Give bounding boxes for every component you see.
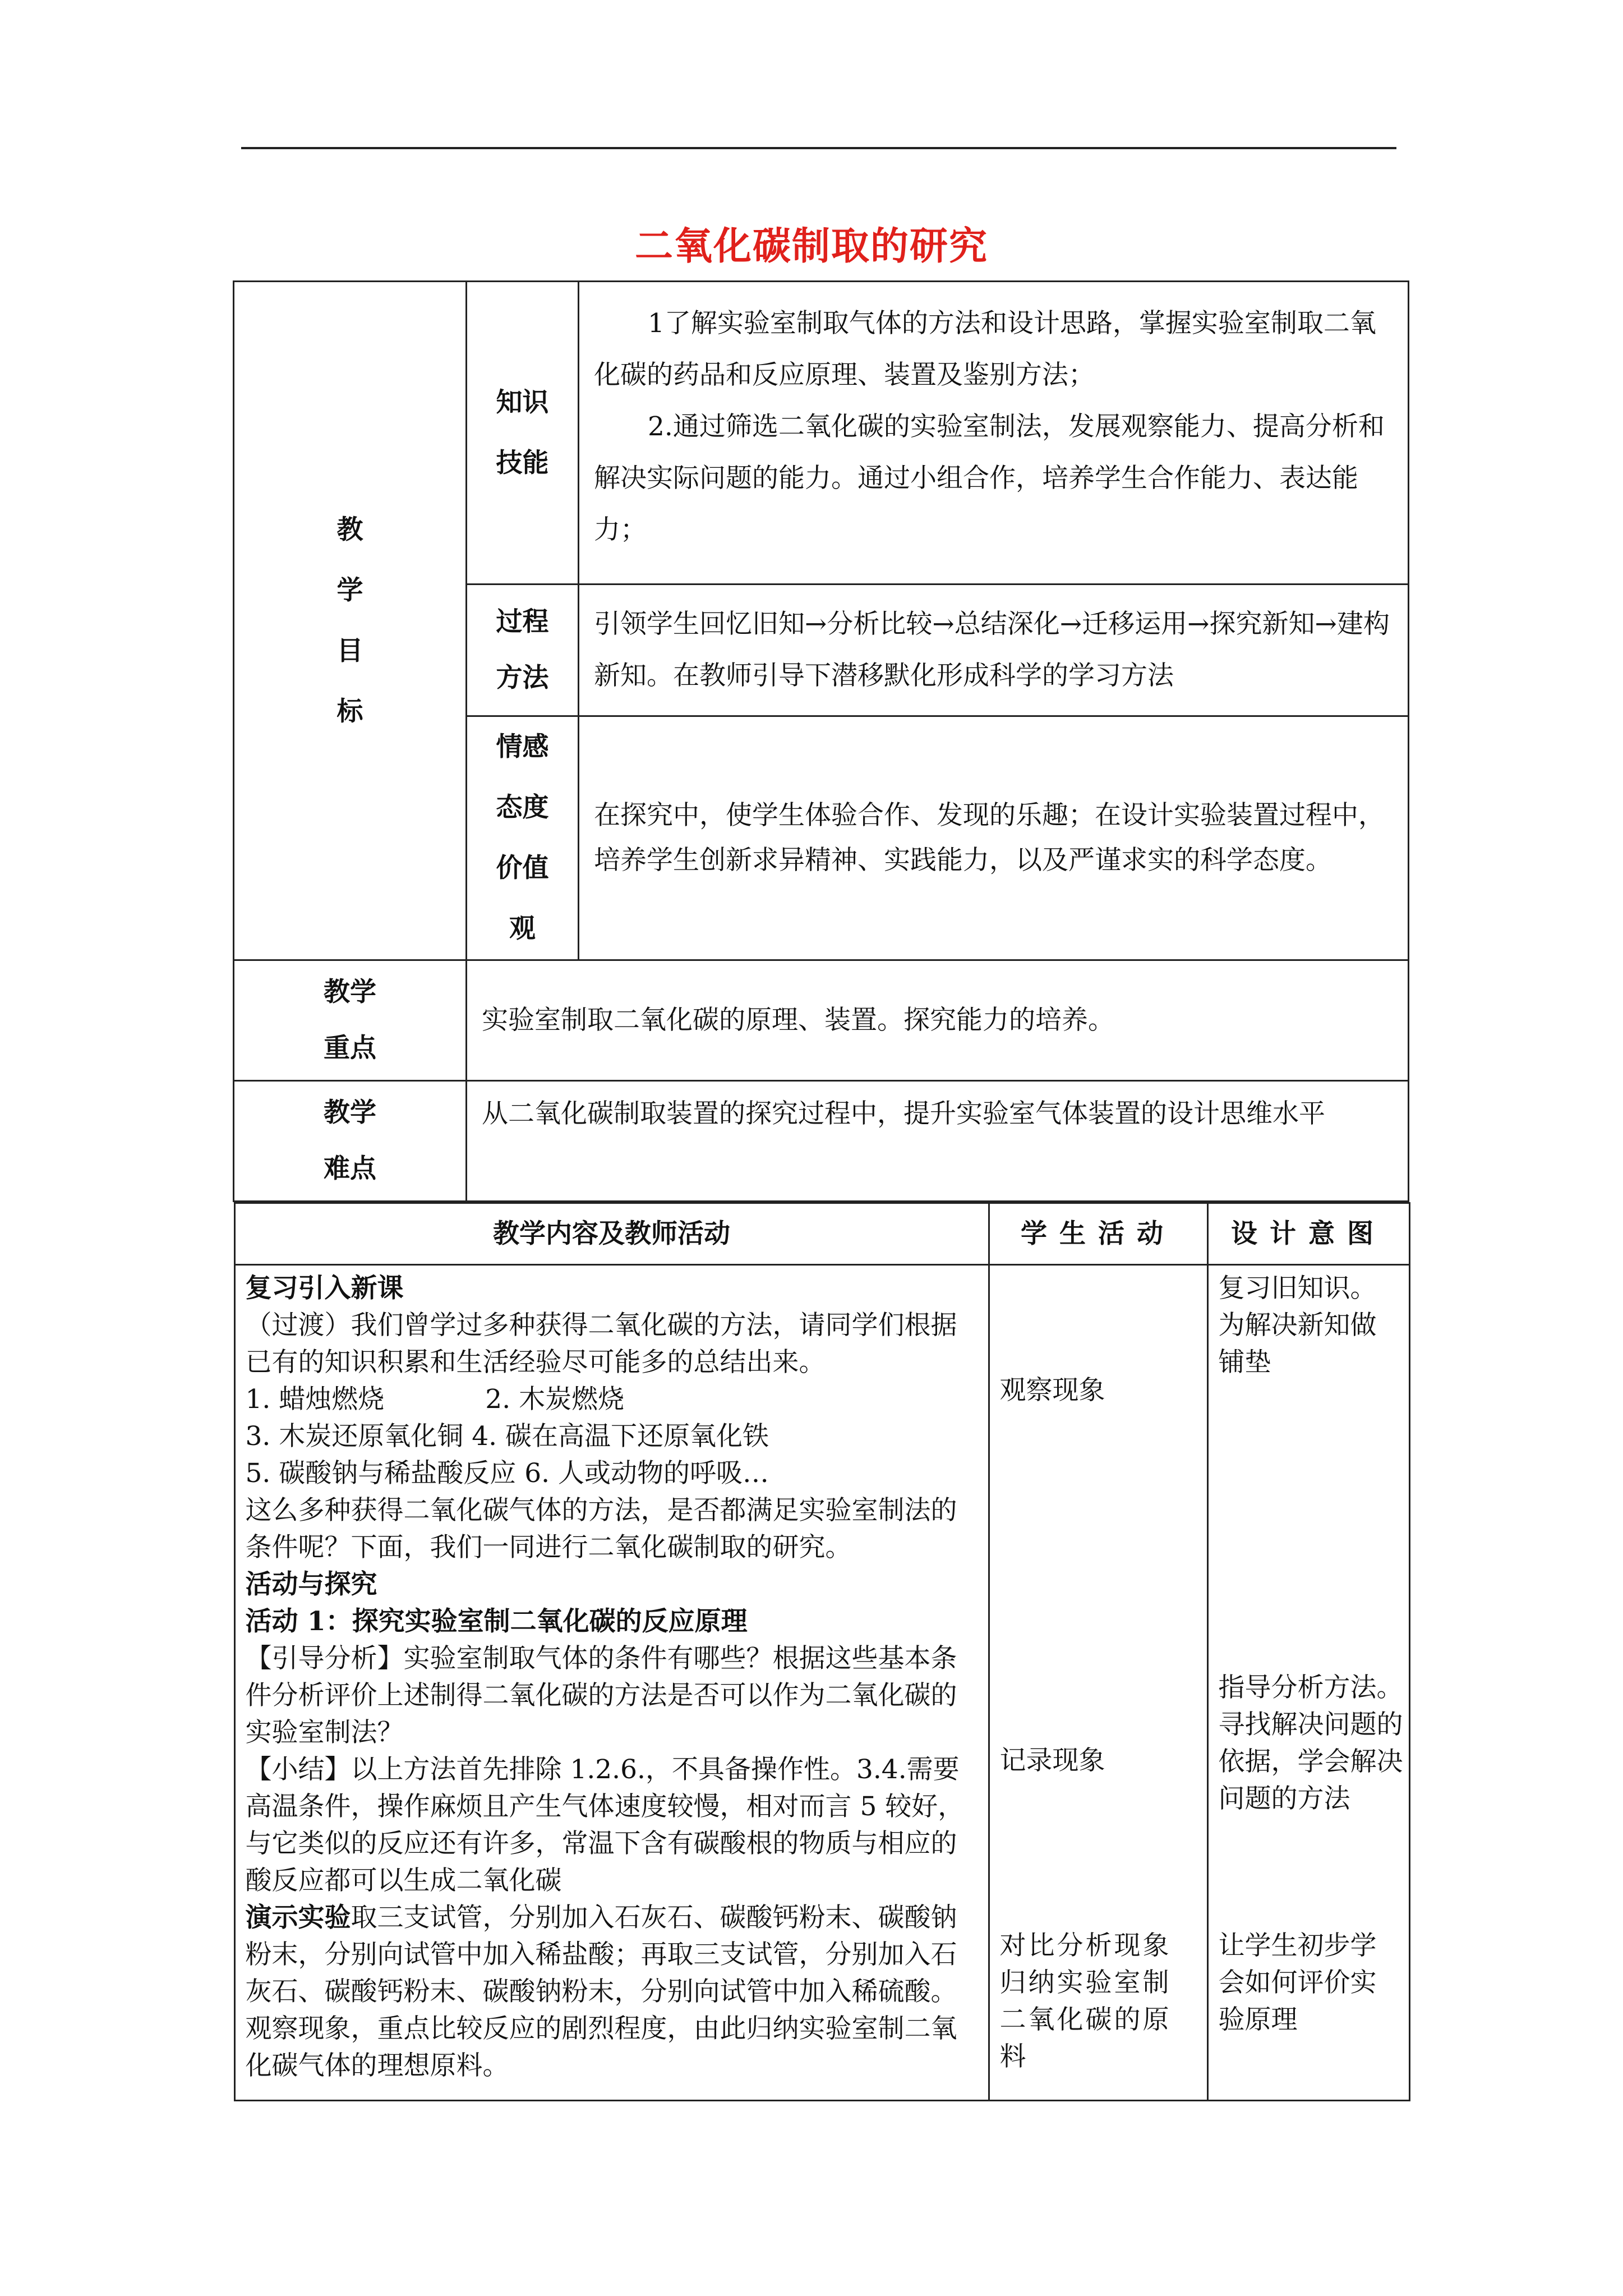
key-point-text: 实验室制取二氧化碳的原理、装置。探究能力的培养。 bbox=[467, 960, 1409, 1081]
student-activity-cell bbox=[989, 1265, 1207, 2101]
student-analyze: 对比分析现象归纳实验室制二氧化碳的原料 bbox=[999, 1930, 1172, 2072]
student-observe: 观察现象 bbox=[999, 1375, 1105, 1406]
lesson-plan-table bbox=[233, 280, 1409, 2101]
knowledge-text: 1了解实验室制取气体的方法和设计思路，掌握实验室制取二氧化碳的药品和反应原理、装置及鉴别方法； 2.通过筛选二氧化碳的实验室制法，发展观察能力、提高分析和解决实际问题的能力。通过小组合作，培养学生合作能力、表达能力； bbox=[579, 282, 1409, 585]
key-point-label: 教学 重点 bbox=[234, 960, 467, 1081]
content-section bbox=[234, 1202, 1409, 2102]
demo-paragraph: 演示实验取三支试管，分别加入石灰石、碳酸钙粉末、碳酸钠粉末，分别向试管中加入稀盐酸；再取三支试管，分别加入石灰石、碳酸钙粉末、碳酸钠粉末，分别向试管中加入稀硫酸。观察现象，重点比较反应的剧烈程度，由此归纳实验室制二氧化碳气体的理想原料。 bbox=[245, 1902, 957, 2081]
emotion-text: 在探究中，使学生体验合作、发现的乐趣；在设计实验装置过程中，培养学生创新求异精神、实践能力，以及严谨求实的科学态度。 bbox=[579, 716, 1409, 960]
design-method: 指导分析方法。寻找解决问题的依据，学会解决问题的方法 bbox=[1218, 1672, 1403, 1814]
col-header-student: 学生活动 bbox=[989, 1203, 1207, 1265]
process-text: 引领学生回忆旧知→分析比较→总结深化→迁移运用→探究新知→建构新知。在教师引导下潜移默化形成科学的学习方法 bbox=[579, 585, 1409, 716]
methods-line-1: 1. 蜡烛燃烧 2. 木炭燃烧 bbox=[245, 1384, 625, 1415]
col-header-content: 教学内容及教师活动 bbox=[234, 1203, 989, 1265]
emotion-label: 情感 态度 价值 观 bbox=[467, 716, 579, 960]
difficulty-label: 教学 难点 bbox=[234, 1081, 467, 1202]
activity1-title: 活动 1：探究实验室制二氧化碳的反应原理 bbox=[245, 1606, 748, 1637]
transition-text: 这么多种获得二氧化碳气体的方法，是否都满足实验室制法的条件呢？下面，我们一同进行二氧化碳制取的研究。 bbox=[245, 1495, 957, 1563]
process-label: 过程 方法 bbox=[467, 585, 579, 716]
design-intent-cell bbox=[1207, 1265, 1409, 2101]
guide-text: 【引导分析】实验室制取气体的条件有哪些？根据这些基本条件分析评价上述制得二氧化碳的方法是否可以作为二氧化碳的实验室制法？ bbox=[245, 1643, 957, 1748]
methods-line-2: 3. 木炭还原氧化铜 4. 碳在高温下还原氧化铁 bbox=[245, 1421, 769, 1452]
difficulty-text: 从二氧化碳制取装置的探究过程中，提升实验室气体装置的设计思维水平 bbox=[467, 1081, 1409, 1202]
goals-label: 教 学 目 标 bbox=[234, 282, 467, 960]
design-evaluate: 让学生初步学会如何评价实验原理 bbox=[1218, 1930, 1377, 2035]
knowledge-label: 知识 技能 bbox=[467, 282, 579, 585]
review-text: （过渡）我们曾学过多种获得二氧化碳的方法，请同学们根据已有的知识积累和生活经验尽可能多的总结出来。 bbox=[245, 1310, 957, 1378]
methods-line-3: 5. 碳酸钠与稀盐酸反应 6. 人或动物的呼吸… bbox=[245, 1458, 769, 1489]
content-table bbox=[234, 1202, 1410, 2101]
activity-title: 活动与探究 bbox=[245, 1569, 377, 1600]
col-header-design: 设计意图 bbox=[1207, 1203, 1409, 1265]
summary-text: 【小结】以上方法首先排除 1.2.6.，不具备操作性。3.4.需要高温条件，操作麻烦且产生气体速度较慢，相对而言 5 较好，与它类似的反应还有许多，常温下含有碳酸根的物质与相应的酸反应都可以生成二氧化碳 bbox=[245, 1754, 965, 1896]
design-review: 复习旧知识。为解决新知做铺垫 bbox=[1218, 1273, 1377, 1378]
review-title: 复习引入新课 bbox=[245, 1273, 404, 1304]
teacher-activity-cell bbox=[234, 1265, 989, 2101]
header-rule bbox=[241, 147, 1396, 149]
page-title: 二氧化碳制取的研究 bbox=[634, 224, 988, 269]
student-record: 记录现象 bbox=[999, 1745, 1105, 1776]
